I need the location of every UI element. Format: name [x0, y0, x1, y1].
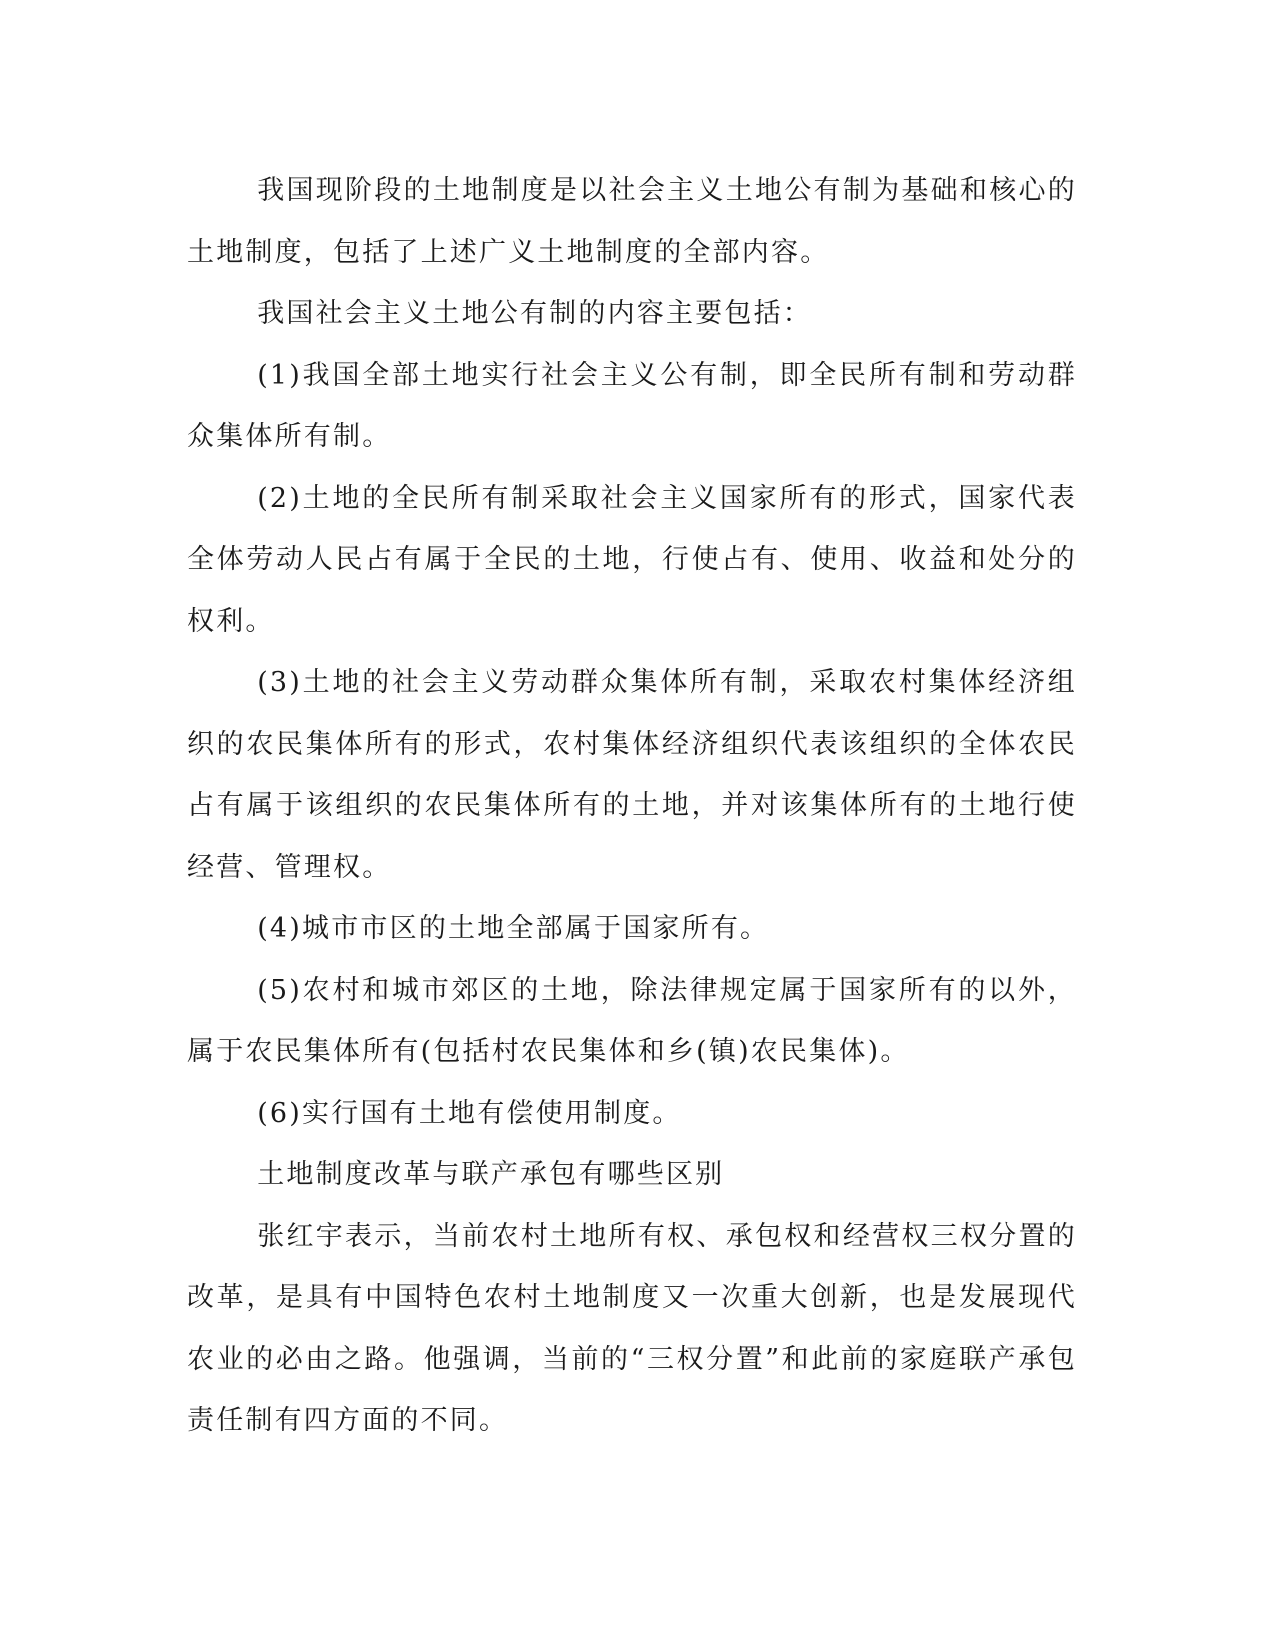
paragraph-land-system-intro: 我国现阶段的土地制度是以社会主义土地公有制为基础和核心的土地制度，包括了上述广义土地制度的全部内容。 — [187, 175, 1077, 268]
paragraph-item-3: (3)土地的社会主义劳动群众集体所有制，采取农村集体经济组织的农民集体所有的形式，农村集体经济组织代表该组织的全体农民占有属于该组织的农民集体所有的土地，并对该集体所有的土地行使经营、管理权。 — [187, 667, 1077, 883]
paragraph-three-rights-separation: 张红宇表示，当前农村土地所有权、承包权和经营权三权分置的改革，是具有中国特色农村土地制度又一次重大创新，也是发展现代农业的必由之路。他强调，当前的“三权分置”和此前的家庭联产承包责任制有四方面的不同。 — [187, 1220, 1077, 1436]
paragraph-item-4: (4)城市市区的土地全部属于国家所有。 — [257, 913, 770, 944]
paragraph-public-ownership-lead: 我国社会主义土地公有制的内容主要包括： — [257, 298, 812, 329]
paragraph-item-2: (2)土地的全民所有制采取社会主义国家所有的形式，国家代表全体劳动人民占有属于全民的土地，行使占有、使用、收益和处分的权利。 — [187, 482, 1077, 637]
document-body — [187, 160, 1077, 1452]
paragraph-item-5: (5)农村和城市郊区的土地，除法律规定属于国家所有的以外，属于农民集体所有(包括村农民集体和乡(镇)农民集体)。 — [187, 974, 1077, 1067]
paragraph-item-6: (6)实行国有土地有偿使用制度。 — [257, 1097, 682, 1129]
paragraph-item-1: (1)我国全部土地实行社会主义公有制，即全民所有制和劳动群众集体所有制。 — [187, 359, 1077, 452]
section-heading-reform-differences: 土地制度改革与联产承包有哪些区别 — [257, 1159, 725, 1190]
